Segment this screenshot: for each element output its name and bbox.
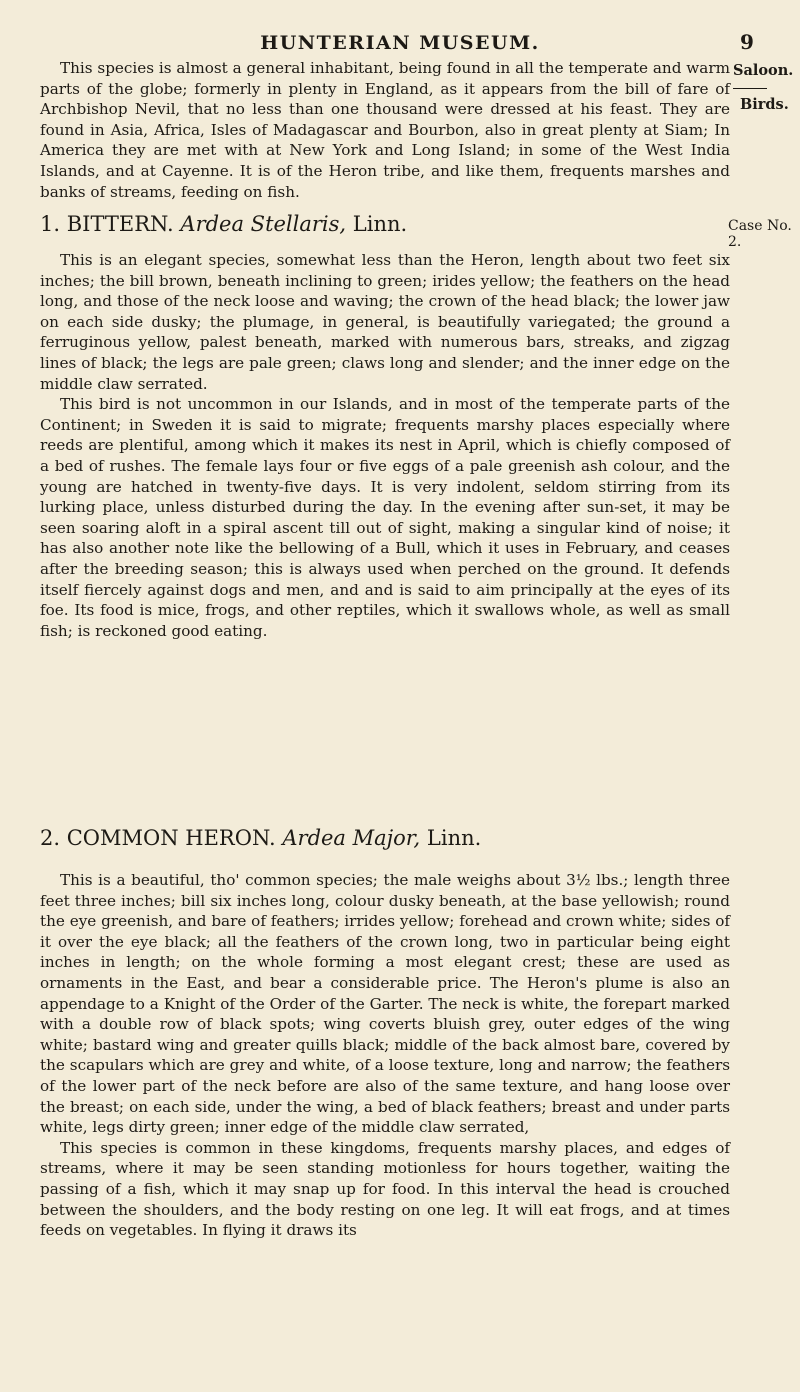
page-number: 9 <box>740 30 754 54</box>
heron-name: COMMON HERON. <box>66 826 276 850</box>
heron-description <box>40 870 730 1241</box>
margin-note-birds: Birds. <box>740 96 789 113</box>
heron-authority: Linn. <box>426 826 482 850</box>
intro-text: This species is almost a general inhabitant, being found in all the temperate and warm parts of the globe; formerly in plenty in England, as it appears from the bill of fare of Archbishop Nevil, that no less than one thousand were dressed at his feast. They are found in Asia, Africa, Isles of Madagascar and Bourbon, also in great plenty at Siam; In America they are met with at New York and Long Island; in some of the West India Islands, and at Cayenne. It is of the Heron tribe, and like them, frequents marshes and banks of streams, feeding on fish. <box>40 59 730 201</box>
heron-number: 2. <box>40 826 61 850</box>
bittern-heading <box>40 212 407 236</box>
case-number: Case No. 2. <box>728 218 792 250</box>
intro-paragraph <box>40 58 730 202</box>
margin-rule <box>733 88 767 89</box>
bittern-paragraph-2: This bird is not uncommon in our Islands, and in most of the temperate parts of the Continent; in Sweden it is said to migrate; frequents marshy places especially where reeds are plentiful, among which it makes its nest in April, which is chiefly composed of a bed of rushes. The female lays four or five eggs of a pale greenish ash colour, and the young are hatched in twenty-five days. It is very indolent, seldom stirring from its lurking place, unless disturbed during the day. In the evening after sun-set, it may be seen soaring aloft in a spiral ascent till out of sight, making a singular kind of noise; it has also another note like the bellowing of a Bull, which it uses in February, and ceases after the breeding season; this is always used when perched on the ground. It defends itself fiercely against dogs and men, and and is said to aim principally at the eyes of its foe. Its food is mice, frogs, and other reptiles, which it swallows whole, as well as small fish; is reckoned good eating. <box>40 395 730 640</box>
heron-heading <box>40 826 481 850</box>
bittern-paragraph-1: This is an elegant species, somewhat less than the Heron, length about two feet six inches; the bill brown, beneath inclining to green; irides yellow; the feathers on the head long, and those of the neck loose and waving; the crown of the head black; the lower jaw on each side dusky; the plumage, in general, is beautifully variegated; the ground a ferruginous yellow, palest beneath, marked with numerous bars, streaks, and zigzag lines of black; the legs are pale green; claws long and slender; and the inner edge on the middle claw serrated. <box>40 251 730 393</box>
heron-scientific-name: Ardea Major, <box>282 826 421 850</box>
bittern-authority: Linn. <box>352 212 408 236</box>
bittern-scientific-name: Ardea Stellaris, <box>180 212 347 236</box>
running-head: HUNTERIAN MUSEUM. <box>260 32 540 54</box>
bittern-name: BITTERN. <box>66 212 174 236</box>
heron-paragraph-1: This is a beautiful, tho' common species; the male weighs about 3½ lbs.; length three feet three inches; bill six inches long, colour dusky beneath, at the base yellowish; round the eye greenish, and bare of feathers; irrides yellow; forehead and crown white; sides of it over the eye black; all the feathers of the crown long, two in particular being eight inches in length; on the whole forming a most elegant crest; these are used as ornaments in the East, and bear a considerable price. The Heron's plume is also an appendage to a Knight of the Order of the Garter. The neck is white, the forepart marked with a double row of black spots; wing coverts bluish grey, outer edges of the wing white; bastard wing and greater quills black; middle of the back almost bare, covered by the scapulars which are grey and white, of a loose texture, long and narrow; the feathers of the lower part of the neck before are also of the same texture, and hang loose over the breast; on each side, under the wing, a bed of black feathers; breast and under parts white, legs dirty green; inner edge of the middle claw serrated, <box>40 871 730 1137</box>
bittern-number: 1. <box>40 212 61 236</box>
bittern-description <box>40 250 730 641</box>
margin-note-saloon: Saloon. <box>733 62 794 79</box>
heron-paragraph-2: This species is common in these kingdoms, frequents marshy places, and edges of streams, where it may be seen standing motionless for hours together, waiting the passing of a fish, which it may snap up for food. In this interval the head is crouched between the shoulders, and the body resting on one leg. It will eat frogs, and at times feeds on vegetables. In flying it draws its <box>40 1138 730 1240</box>
